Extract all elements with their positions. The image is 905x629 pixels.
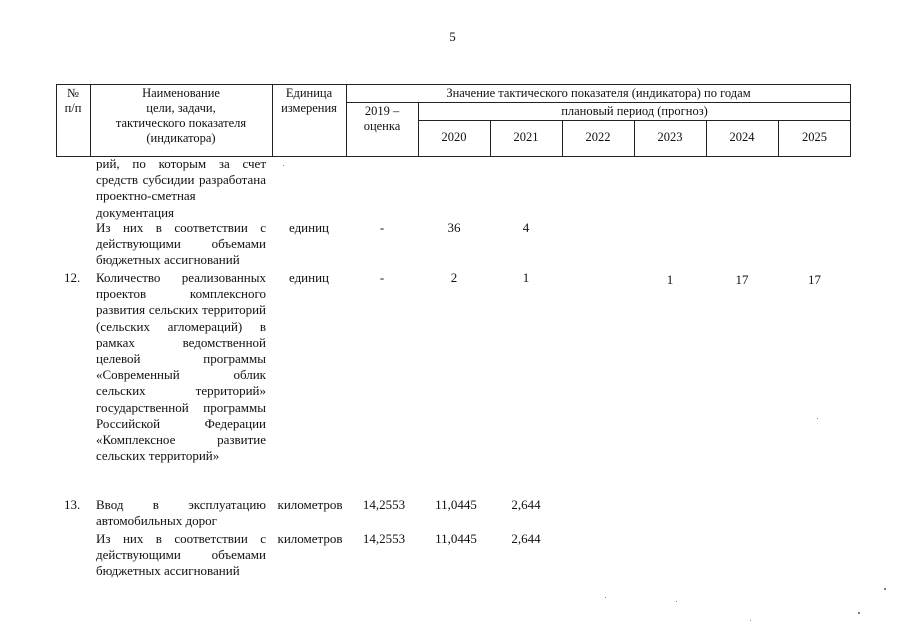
row-value-2020: 2 (450, 270, 458, 285)
row-value-2025: 17 (808, 272, 821, 287)
header-divider (346, 102, 851, 103)
row-value-2021: 2,644 (511, 497, 541, 512)
row-value-2021: 2,644 (511, 531, 541, 546)
header-num: № п/п (64, 86, 82, 115)
header-year-2021: 2021 (513, 130, 539, 144)
row-number: 12. (64, 270, 81, 285)
header-year-2025: 2025 (802, 130, 827, 144)
header-year-2020: 2020 (441, 130, 467, 144)
scan-speck (676, 601, 677, 602)
row-name: Количество реализованных проектов комплексного развития сельских территорий (сельских агломераций) в рамках ведомственной целевой программы «Современный облик сельских территорий» государственной программы Российской Федерации «Комплексное развитие сельских территорий» (96, 270, 266, 464)
row-value-2019: 14,2553 (362, 531, 406, 546)
header-2019: 2019 – оценка (363, 104, 401, 133)
scan-speck (884, 588, 886, 590)
row-value-2020: 11,0445 (435, 497, 477, 512)
row-name: Ввод в эксплуатацию автомобильных дорог (96, 497, 266, 529)
row-value-2019: - (379, 220, 385, 235)
page-number: 5 (449, 29, 456, 44)
row-unit: километров (277, 531, 343, 546)
row-value-2019: 14,2553 (362, 497, 406, 512)
row-name: рий, по которым за счет средств субсидии разработана проектно-сметная документация (96, 156, 266, 220)
header-year-2023: 2023 (657, 130, 683, 144)
row-value-2024: 17 (735, 272, 749, 287)
row-number: 13. (64, 497, 81, 512)
row-value-2019: - (379, 270, 385, 285)
row-name: Из них в соответствии с действующими объемами бюджетных ассигнований (96, 531, 266, 579)
row-value-2020: 11,0445 (435, 531, 477, 546)
header-year-2024: 2024 (729, 130, 755, 144)
header-year-2022: 2022 (585, 130, 611, 144)
row-name: Из них в соответствии с действующими объемами бюджетных ассигнований (96, 220, 266, 268)
header-values-group: Значение тактического показателя (индикатора) по годам (446, 86, 751, 100)
scan-speck (750, 620, 751, 621)
row-unit: единиц (288, 220, 330, 235)
scan-speck (817, 418, 818, 419)
header-divider (418, 120, 851, 121)
row-value-2020: 36 (447, 220, 461, 235)
row-value-2023: 1 (666, 272, 674, 287)
row-value-2021: 4 (522, 220, 530, 235)
scan-speck (858, 612, 860, 614)
header-plan-group: плановый период (прогноз) (561, 104, 708, 118)
scan-speck (283, 165, 284, 166)
row-unit: километров (277, 497, 343, 512)
scan-speck (605, 597, 606, 598)
row-unit: единиц (288, 270, 330, 285)
header-unit: Единица измерения (281, 86, 337, 115)
header-name: Наименование цели, задачи, тактического показателя (индикатора) (115, 86, 247, 145)
row-value-2021: 1 (522, 270, 530, 285)
